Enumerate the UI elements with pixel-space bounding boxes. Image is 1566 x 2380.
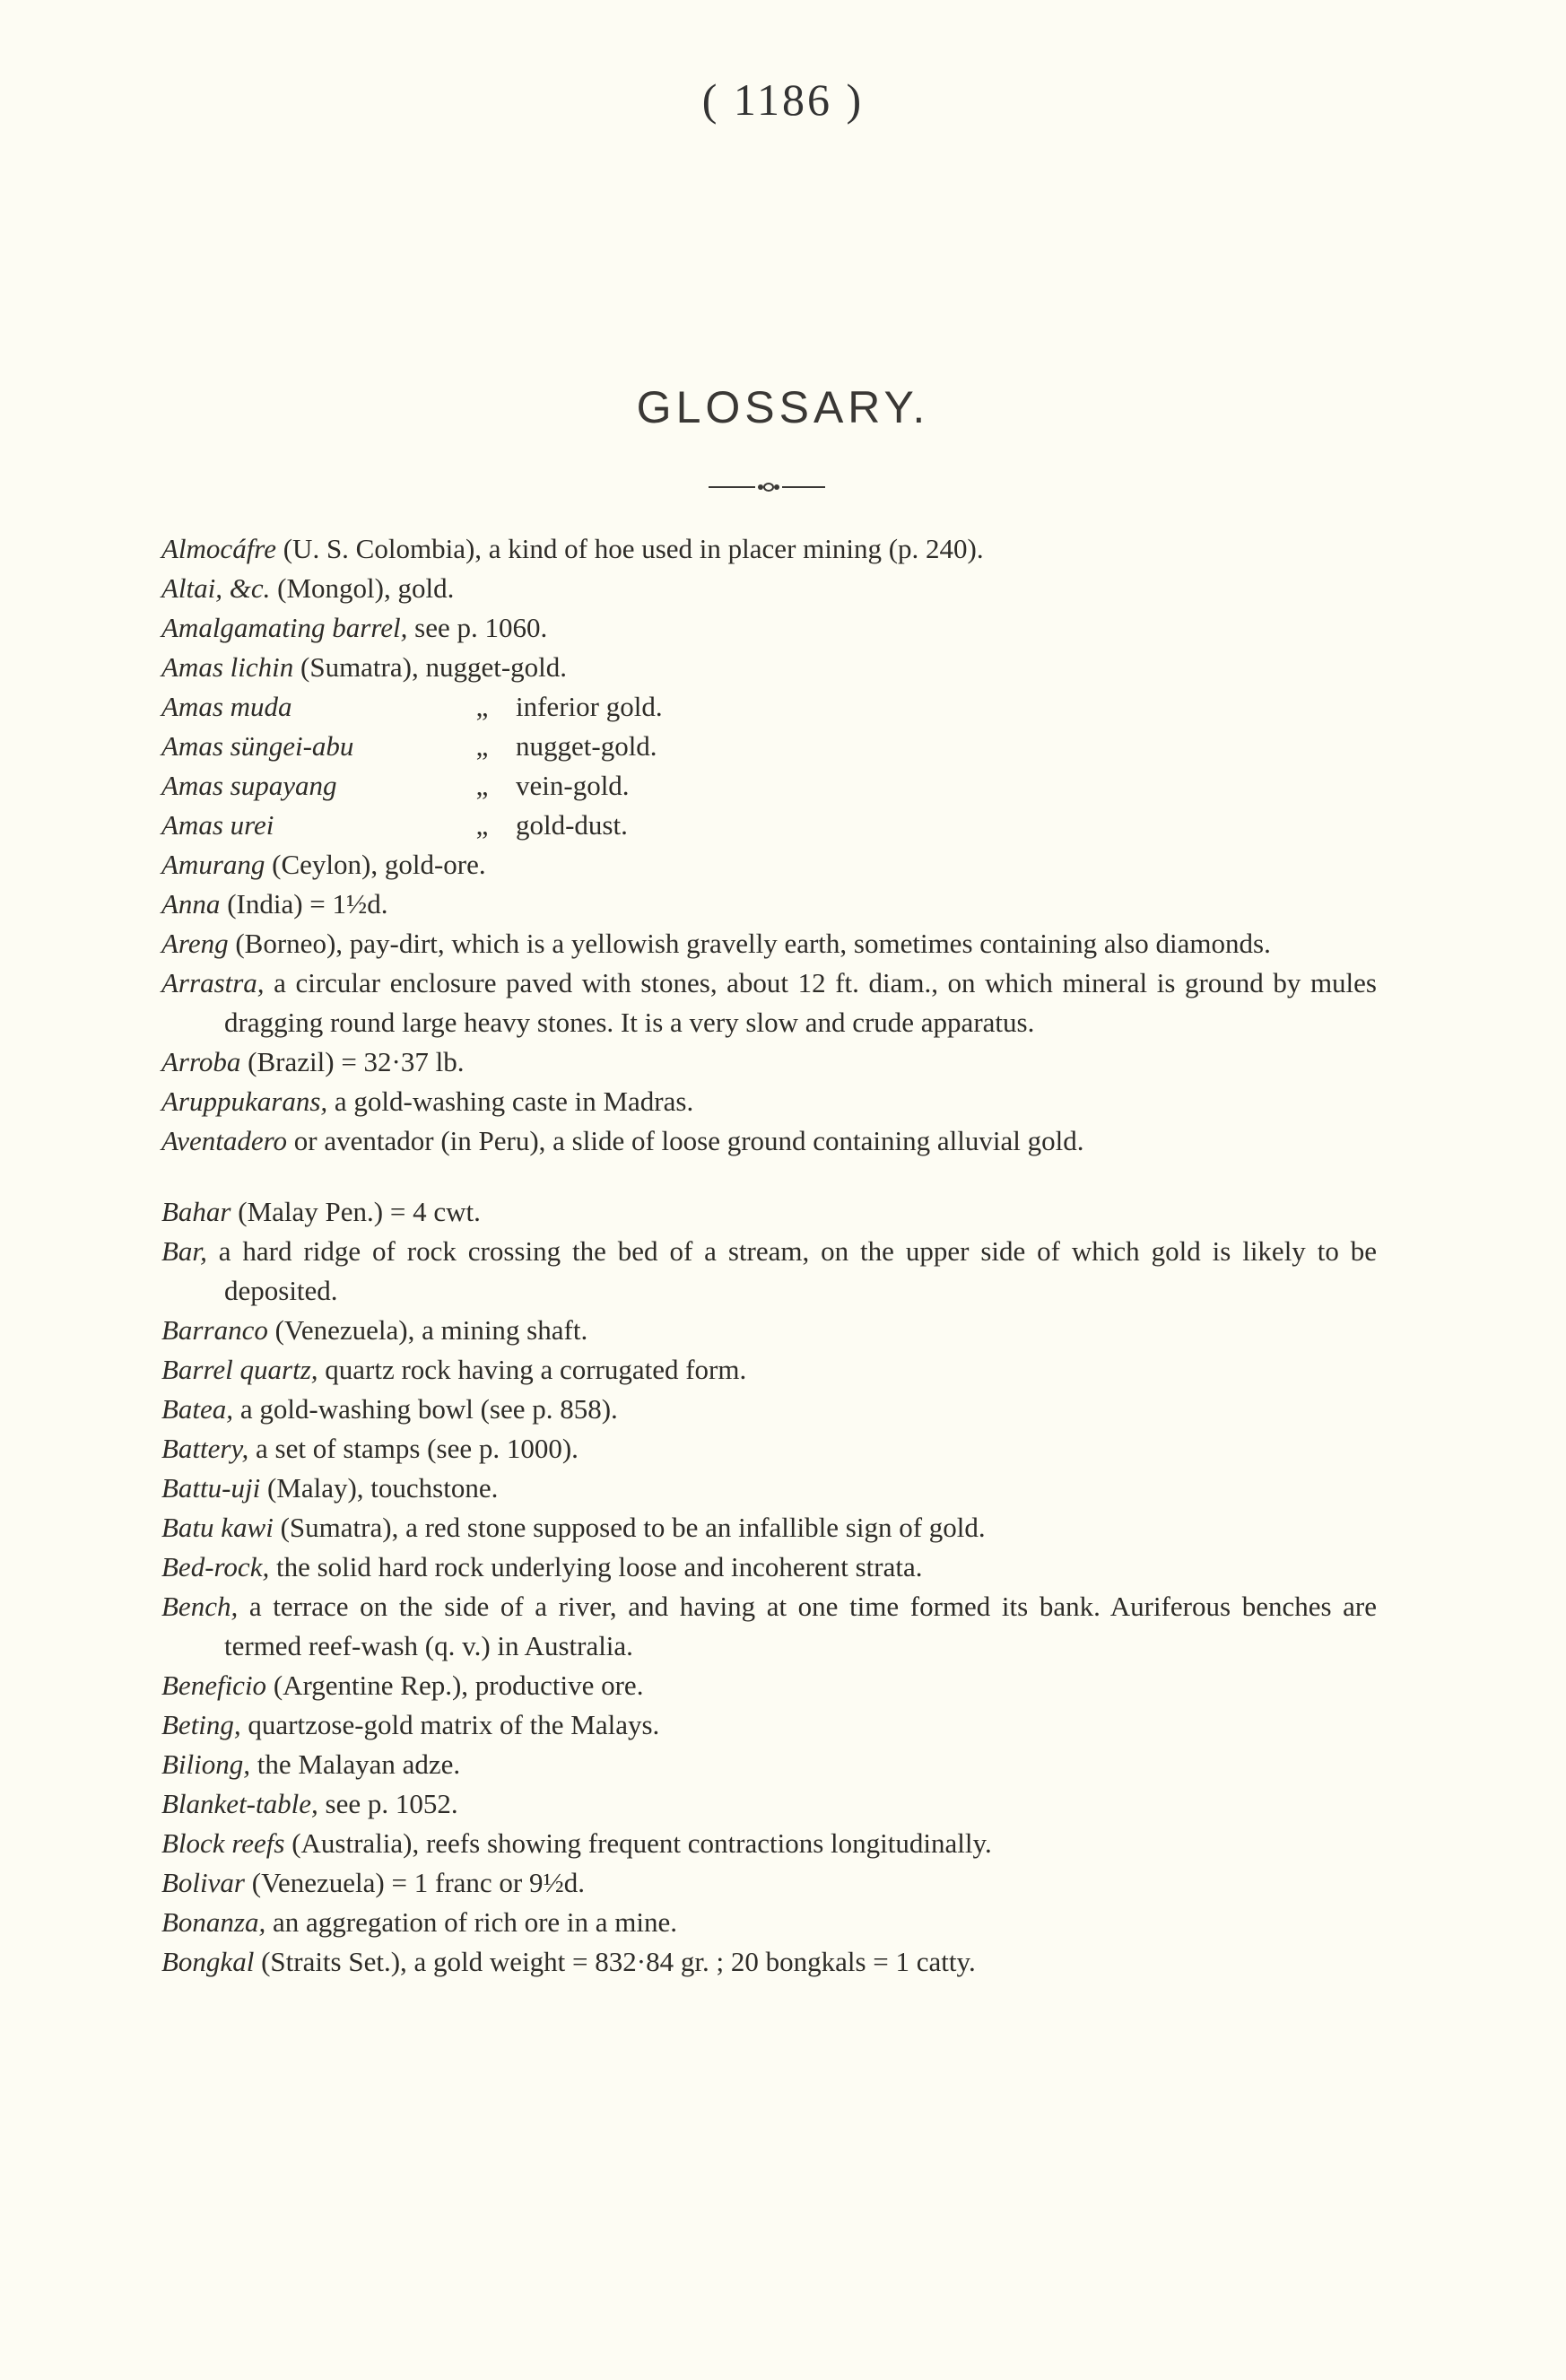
- entry-term: Almocáfre: [161, 533, 276, 564]
- glossary-entry: [161, 1547, 1377, 1587]
- entry-term: Batea,: [161, 1393, 234, 1425]
- glossary-entry: [161, 806, 1377, 845]
- entry-definition: a set of stamps (see p. 1000).: [248, 1433, 579, 1464]
- entry-term: Altai, &c.: [161, 572, 271, 604]
- entry-term: Bed-rock,: [161, 1551, 270, 1582]
- entry-term: Amas lichin: [161, 651, 294, 683]
- entry-term: Block reefs: [161, 1827, 285, 1859]
- glossary-entry: [161, 1082, 1377, 1121]
- glossary-entries: [161, 529, 1377, 1982]
- glossary-entry: [161, 1232, 1377, 1311]
- glossary-entry: [161, 1121, 1377, 1161]
- glossary-entry: [161, 1745, 1377, 1784]
- entry-term: Beting,: [161, 1709, 241, 1740]
- glossary-entry: [161, 1311, 1377, 1350]
- entry-definition: quartz rock having a corrugated form.: [318, 1354, 747, 1385]
- ditto-mark: „: [475, 770, 489, 801]
- page-number: ( 1186 ): [701, 74, 865, 125]
- glossary-entry: [161, 608, 1377, 648]
- entry-definition: (Australia), reefs showing frequent contractions longitudinally.: [284, 1827, 992, 1859]
- glossary-entry: [161, 963, 1377, 1042]
- entry-definition: (India) = 1½d.: [220, 888, 388, 920]
- entry-term: Arroba: [161, 1046, 241, 1077]
- entry-term: Blanket-table,: [161, 1788, 318, 1819]
- glossary-entry: [161, 1705, 1377, 1745]
- entry-term: Amas urei: [161, 809, 274, 841]
- ditto-mark: „: [475, 730, 489, 762]
- entry-term: Aruppukarans,: [161, 1085, 328, 1117]
- entry-definition: (Malay Pen.) = 4 cwt.: [231, 1196, 481, 1227]
- entry-term: Bongkal: [161, 1946, 255, 1977]
- entry-term: Amurang: [161, 849, 265, 880]
- entry-definition: a gold-washing caste in Madras.: [327, 1085, 694, 1117]
- entry-term: Battery,: [161, 1433, 249, 1464]
- entry-term: Barranco: [161, 1314, 268, 1346]
- entry-definition: inferior gold.: [516, 691, 663, 722]
- glossary-entry: [161, 1469, 1377, 1508]
- entry-definition: (Malay), touchstone.: [260, 1472, 499, 1504]
- entry-definition: a terrace on the side of a river, and having at one time formed its bank. Auriferous benches are termed reef-wash (q. v.) in Australia.: [224, 1591, 1377, 1661]
- entry-definition: gold-dust.: [516, 809, 628, 841]
- glossary-entry: [161, 648, 1377, 687]
- glossary-entry: [161, 529, 1377, 569]
- glossary-entry: [161, 1350, 1377, 1390]
- entry-definition: a circular enclosure paved with stones, about 12 ft. diam., on which mineral is ground by mules dragging round large heavy stones. It is a very slow and crude apparatus.: [224, 967, 1377, 1038]
- entry-definition: the Malayan adze.: [250, 1748, 461, 1780]
- glossary-entry: [161, 845, 1377, 885]
- entry-definition: see p. 1060.: [407, 612, 548, 643]
- entry-definition: (Ceylon), gold-ore.: [265, 849, 486, 880]
- entry-term: Batu kawi: [161, 1512, 274, 1543]
- glossary-entry: [161, 1192, 1377, 1232]
- glossary-entry: [161, 569, 1377, 608]
- glossary-entry: [161, 1666, 1377, 1705]
- entry-definition: (Argentine Rep.), productive ore.: [266, 1669, 644, 1701]
- glossary-entry: [161, 1903, 1377, 1942]
- glossary-entry: [161, 687, 1377, 727]
- entry-term: Bonanza,: [161, 1906, 266, 1938]
- entry-term: Amas supayang: [161, 770, 337, 801]
- entry-definition: (Straits Set.), a gold weight = 832·84 gr. ; 20 bongkals = 1 catty.: [254, 1946, 976, 1977]
- entry-definition: quartzose-gold matrix of the Malays.: [240, 1709, 660, 1740]
- glossary-entry: [161, 1942, 1377, 1982]
- entry-definition: (Venezuela), a mining shaft.: [267, 1314, 588, 1346]
- entry-definition: (Sumatra), nugget-gold.: [293, 651, 568, 683]
- entry-term: Bench,: [161, 1591, 239, 1622]
- entry-term: Battu-uji: [161, 1472, 261, 1504]
- entry-term: Aventadero: [161, 1125, 288, 1156]
- ditto-mark: „: [475, 691, 489, 722]
- entry-term: Bolivar: [161, 1867, 245, 1898]
- entry-definition: (Sumatra), a red stone supposed to be an infallible sign of gold.: [273, 1512, 986, 1543]
- entry-definition: a hard ridge of rock crossing the bed of a stream, on the upper side of which gold is likely to be deposited.: [206, 1235, 1377, 1306]
- glossary-entry: [161, 727, 1377, 766]
- entry-term: Bar,: [161, 1235, 207, 1267]
- ornament-divider-icon: [709, 478, 825, 496]
- entry-definition: an aggregation of rich ore in a mine.: [265, 1906, 678, 1938]
- entry-term: Amas muda: [161, 691, 292, 722]
- entry-term: Areng: [161, 928, 229, 959]
- entry-definition: see p. 1052.: [318, 1788, 458, 1819]
- glossary-entry: [161, 766, 1377, 806]
- entry-definition: (Borneo), pay-dirt, which is a yellowish gravelly earth, sometimes containing also diamonds.: [228, 928, 1271, 959]
- glossary-entry: [161, 885, 1377, 924]
- glossary-entry: [161, 1784, 1377, 1824]
- entry-definition: (Mongol), gold.: [270, 572, 455, 604]
- glossary-entry: [161, 1508, 1377, 1547]
- entry-term: Amalgamating barrel,: [161, 612, 408, 643]
- ditto-mark: „: [475, 809, 489, 841]
- entry-term: Amas süngei-abu: [161, 730, 354, 762]
- entry-definition: nugget-gold.: [516, 730, 657, 762]
- entry-definition: the solid hard rock underlying loose and incoherent strata.: [269, 1551, 923, 1582]
- entry-term: Arrastra,: [161, 967, 265, 998]
- glossary-entry: [161, 1390, 1377, 1429]
- entry-term: Beneficio: [161, 1669, 267, 1701]
- glossary-entry: [161, 1429, 1377, 1469]
- entry-definition: (U. S. Colombia), a kind of hoe used in placer mining (p. 240).: [275, 533, 984, 564]
- entry-term: Biliong,: [161, 1748, 251, 1780]
- page-title: GLOSSARY.: [636, 382, 930, 432]
- entry-definition: or aventador (in Peru), a slide of loose ground containing alluvial gold.: [287, 1125, 1084, 1156]
- glossary-entry: [161, 1863, 1377, 1903]
- glossary-entry: [161, 1824, 1377, 1863]
- entry-term: Anna: [161, 888, 221, 920]
- entry-definition: a gold-washing bowl (see p. 858).: [233, 1393, 618, 1425]
- glossary-entry: [161, 1587, 1377, 1666]
- entry-term: Barrel quartz,: [161, 1354, 318, 1385]
- glossary-entry: [161, 924, 1377, 963]
- entry-definition: (Venezuela) = 1 franc or 9½d.: [245, 1867, 585, 1898]
- glossary-entry: [161, 1042, 1377, 1082]
- entry-term: Bahar: [161, 1196, 231, 1227]
- entry-definition: vein-gold.: [516, 770, 630, 801]
- entry-definition: (Brazil) = 32·37 lb.: [240, 1046, 465, 1077]
